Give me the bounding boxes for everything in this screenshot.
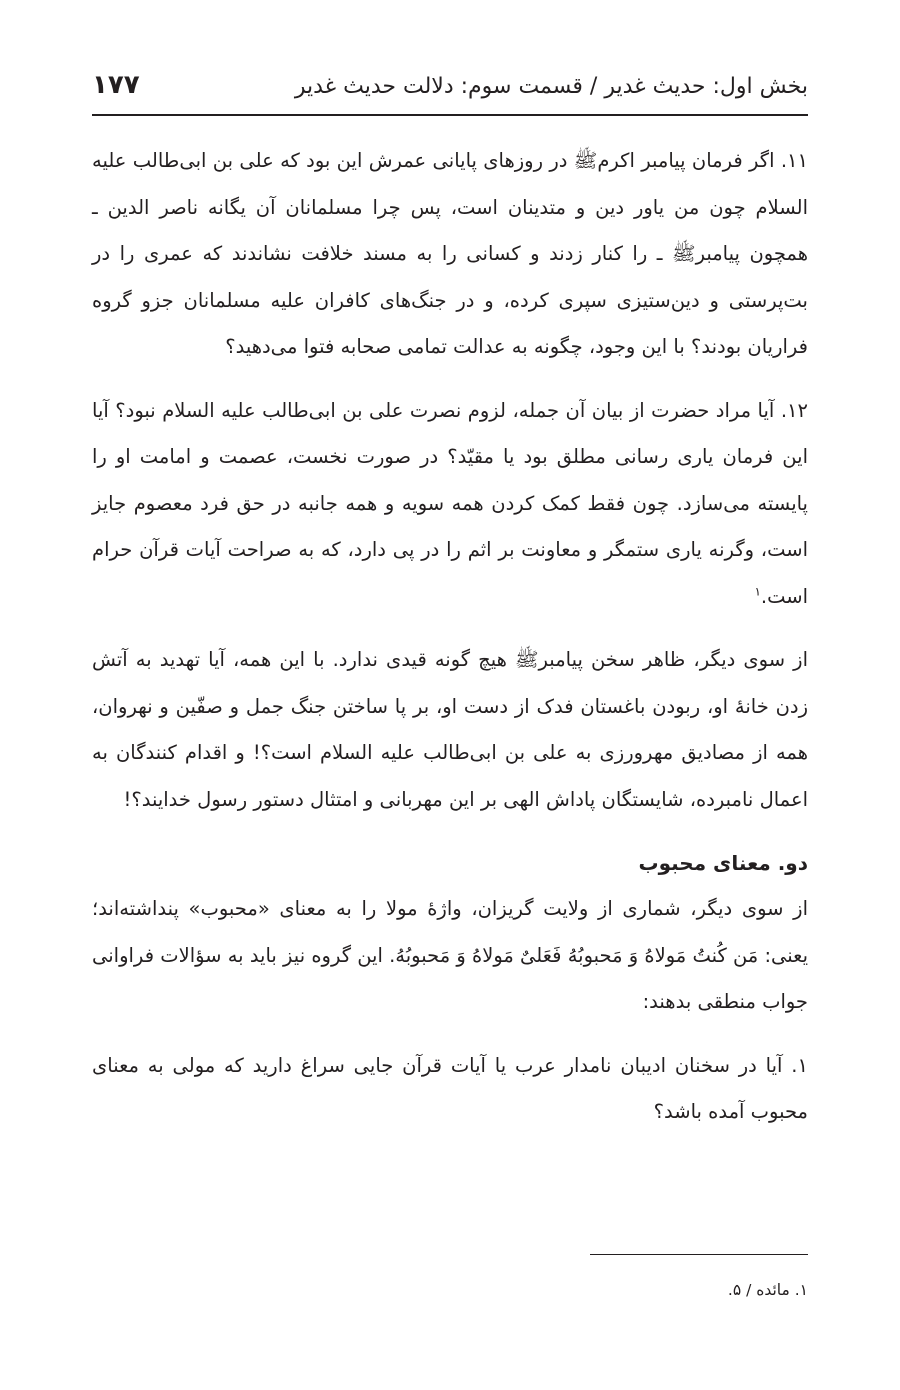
paragraph-question-1 [92,1043,808,1136]
page-number: ۱۷۷ [92,70,140,100]
running-title: بخش اول: حدیث غدیر / قسمت سوم: دلالت حدیث غدیر [294,74,808,99]
paragraph-text: از سوی دیگر، شماری از ولایت گریزان، واژهٔ مولا را به معنای «محبوب» پنداشته‌اند؛ یعنی: مَن کُنتُ مَولاهُ وَ مَحبوبُهُ فَعَلیٌ مَولاهُ وَ مَحبوبُهُ. این گروه نیز باید به سؤالات فراوانی جواب منطقی بدهند: [92,897,808,1013]
section-heading: دو. معنای محبوب [638,851,808,875]
footnote-reference: ۱ [754,584,761,598]
paragraph-text: ۱۱. اگر فرمان پیامبر اکرمﷺ در روزهای پایانی عمرش این بود که علی بن ابی‌طالب علیه السلام چون من یاور دین و متدینان است، پس چرا مسلمانان آن یگانه ناصر الدین ـ همچون پیامبرﷺ ـ را کنار زدند و کسانی را به مسند خلافت نشاندند که عمری را در بت‌پرستی و دین‌ستیزی سپری کرده، و در جنگ‌های کافران علیه مسلمانان جزو گروه فراریان بودند؟ با این وجود، چگونه به عدالت تمامی صحابه فتوا می‌دهید؟ [92,149,808,358]
paragraph-12 [92,388,808,621]
paragraph-11 [92,138,808,371]
footnote: ۱. مائده / ۵. [727,1281,808,1299]
paragraph-other-side [92,637,808,823]
header-rule [92,114,808,116]
paragraph-mahboob-intro [92,886,808,1026]
paragraph-text: از سوی دیگر، ظاهر سخن پیامبرﷺ هیچ گونه قیدی ندارد. با این همه، آیا تهدید به آتش زدن خانهٔ او، ربودن باغستان فدک از دست او، بر پا ساختن جنگ جمل و صفّین و نهروان، همه از مصادیق مهرورزی به علی بن ابی‌طالب علیه السلام است؟! و اقدام کنندگان به اعمال نامبرده، شایستگان پاداش الهی بر این مهربانی و امتثال دستور رسول خدایند؟! [92,648,808,811]
footnote-rule [590,1254,808,1255]
paragraph-text: ۱. آیا در سخنان ادیبان نامدار عرب یا آیات قرآن جایی سراغ دارید که مولی به معنای محبوب آمده باشد؟ [92,1053,808,1123]
page-header [92,62,808,114]
body-text [92,138,808,1136]
paragraph-text: ۱۲. آیا مراد حضرت از بیان آن جمله، لزوم نصرت علی بن ابی‌طالب علیه السلام نبود؟ آیا این فرمان یاری رسانی مطلق بود یا مقیّد؟ در صورت نخست، عصمت و امامت او را پایسته می‌سازد. چون فقط کمک کردن همه سویه و همه جانبه در حق فرد معصوم جایز است، وگرنه یاری ستمگر و معاونت بر اثم را در پی دارد، که به صراحت آیات قرآن حرام است. [92,398,808,608]
